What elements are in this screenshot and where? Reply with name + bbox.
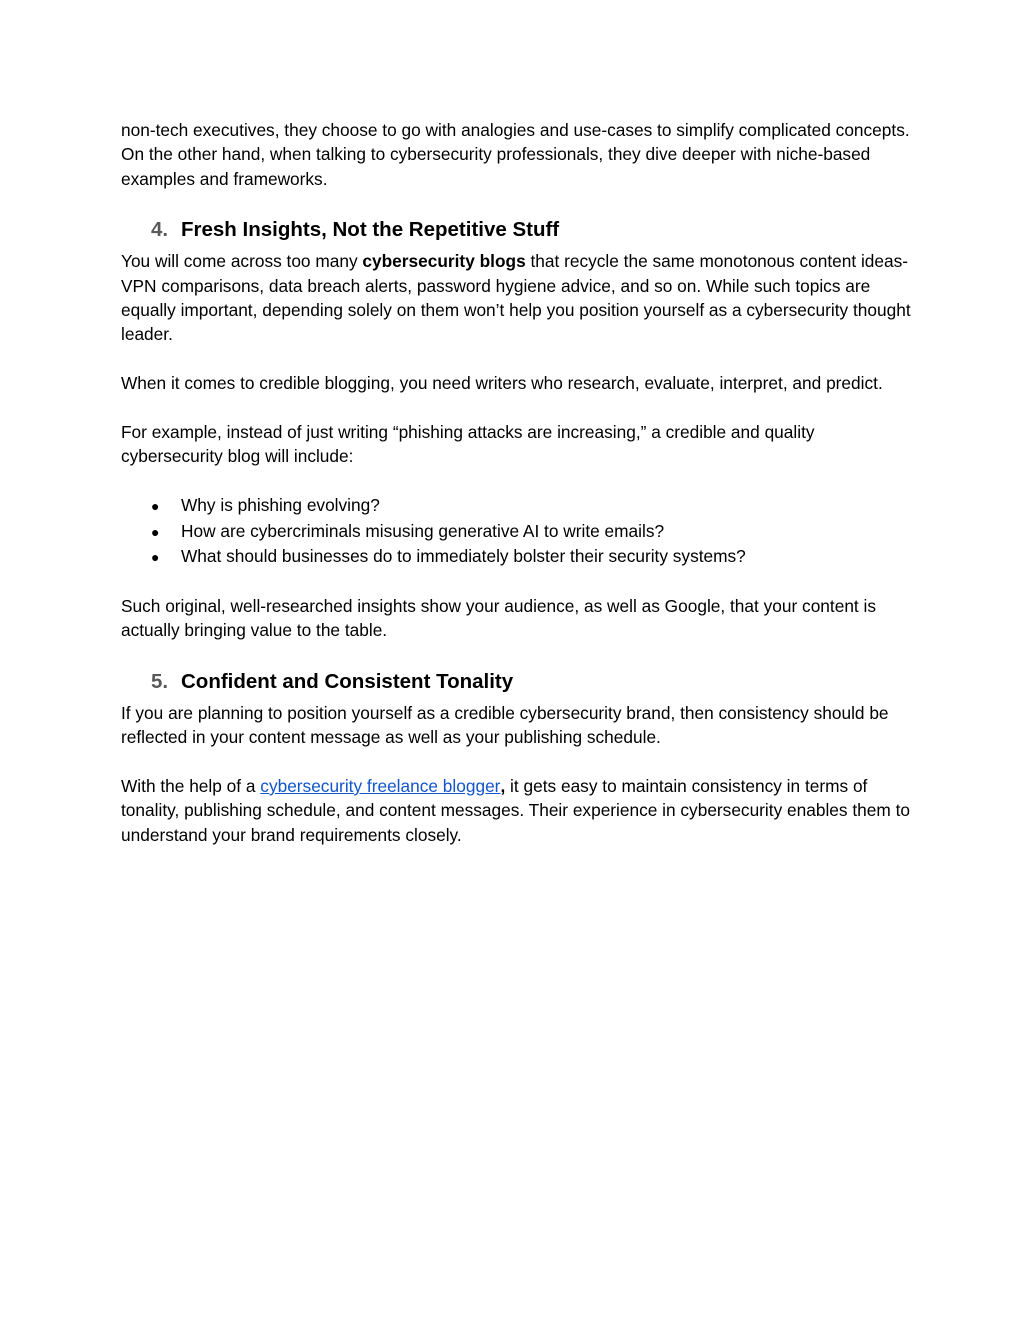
section-5-heading: [151, 669, 921, 695]
section-5-paragraph-1: If you are planning to position yourself as a credible cybersecurity brand, then consistency should be reflected in your content message as well as your publishing schedule.: [121, 702, 889, 748]
section-4-paragraph-4: Such original, well-researched insights show your audience, as well as Google, that your content is actually bringing value to the table.: [121, 595, 877, 641]
cybersecurity-freelance-blogger-link[interactable]: cybersecurity freelance blogger: [260, 775, 501, 796]
section-5-p2-text-after: it gets easy to maintain consistency in terms of tonality, publishing schedule, and content messages. Their experience in cybersecurity enables them to understand your brand requirements closely.: [121, 775, 910, 845]
list-item-text: Why is phishing evolving?: [181, 495, 380, 516]
section-4-paragraph-2: When it comes to credible blogging, you need writers who research, evaluate, interpret, and predict.: [121, 373, 883, 394]
list-item-text: What should businesses do to immediately bolster their security systems?: [181, 546, 746, 567]
section-5-paragraph-2: [121, 774, 921, 847]
section-4-paragraph-3: For example, instead of just writing “phishing attacks are increasing,” a credible and quality cybersecurity blog will include:: [121, 422, 815, 467]
section-5-p2-comma: ,: [500, 775, 506, 796]
list-item-text: How are cybercriminals misusing generative AI to write emails?: [181, 520, 665, 541]
section-4-paragraph-1: [121, 249, 921, 347]
section-4-p1-text-before: You will come across too many: [121, 251, 363, 272]
section-5-p2-text-before: With the help of a: [121, 775, 261, 796]
list-item: [121, 493, 921, 518]
list-item: [121, 544, 921, 569]
section-4-title: Fresh Insights, Not the Repetitive Stuff: [181, 218, 560, 242]
section-4-bullet-list: [121, 493, 921, 569]
bullet-icon: ●: [151, 523, 160, 540]
section-4-p1-text-after: that recycle the same monotonous content ideas- VPN comparisons, data breach alerts, password hygiene advice, and so on. While such topics are equally important, depending solely on them won’t help you position yourself as a cybersecurity thought leader.: [121, 251, 911, 345]
document-page: [121, 118, 921, 847]
section-4-number: 4.: [151, 218, 169, 242]
list-item: [121, 519, 921, 544]
section-4-p1-bold: cybersecurity blogs: [362, 251, 526, 272]
section-5-number: 5.: [151, 669, 169, 693]
section-4-heading: [151, 217, 921, 243]
section-5-title: Confident and Consistent Tonality: [181, 669, 514, 693]
bullet-icon: ●: [151, 498, 160, 515]
bullet-icon: ●: [151, 549, 160, 566]
intro-paragraph: non-tech executives, they choose to go with analogies and use-cases to simplify complicated concepts. On the other hand, when talking to cybersecurity professionals, they dive deeper with niche-based examples and frameworks.: [121, 120, 910, 189]
